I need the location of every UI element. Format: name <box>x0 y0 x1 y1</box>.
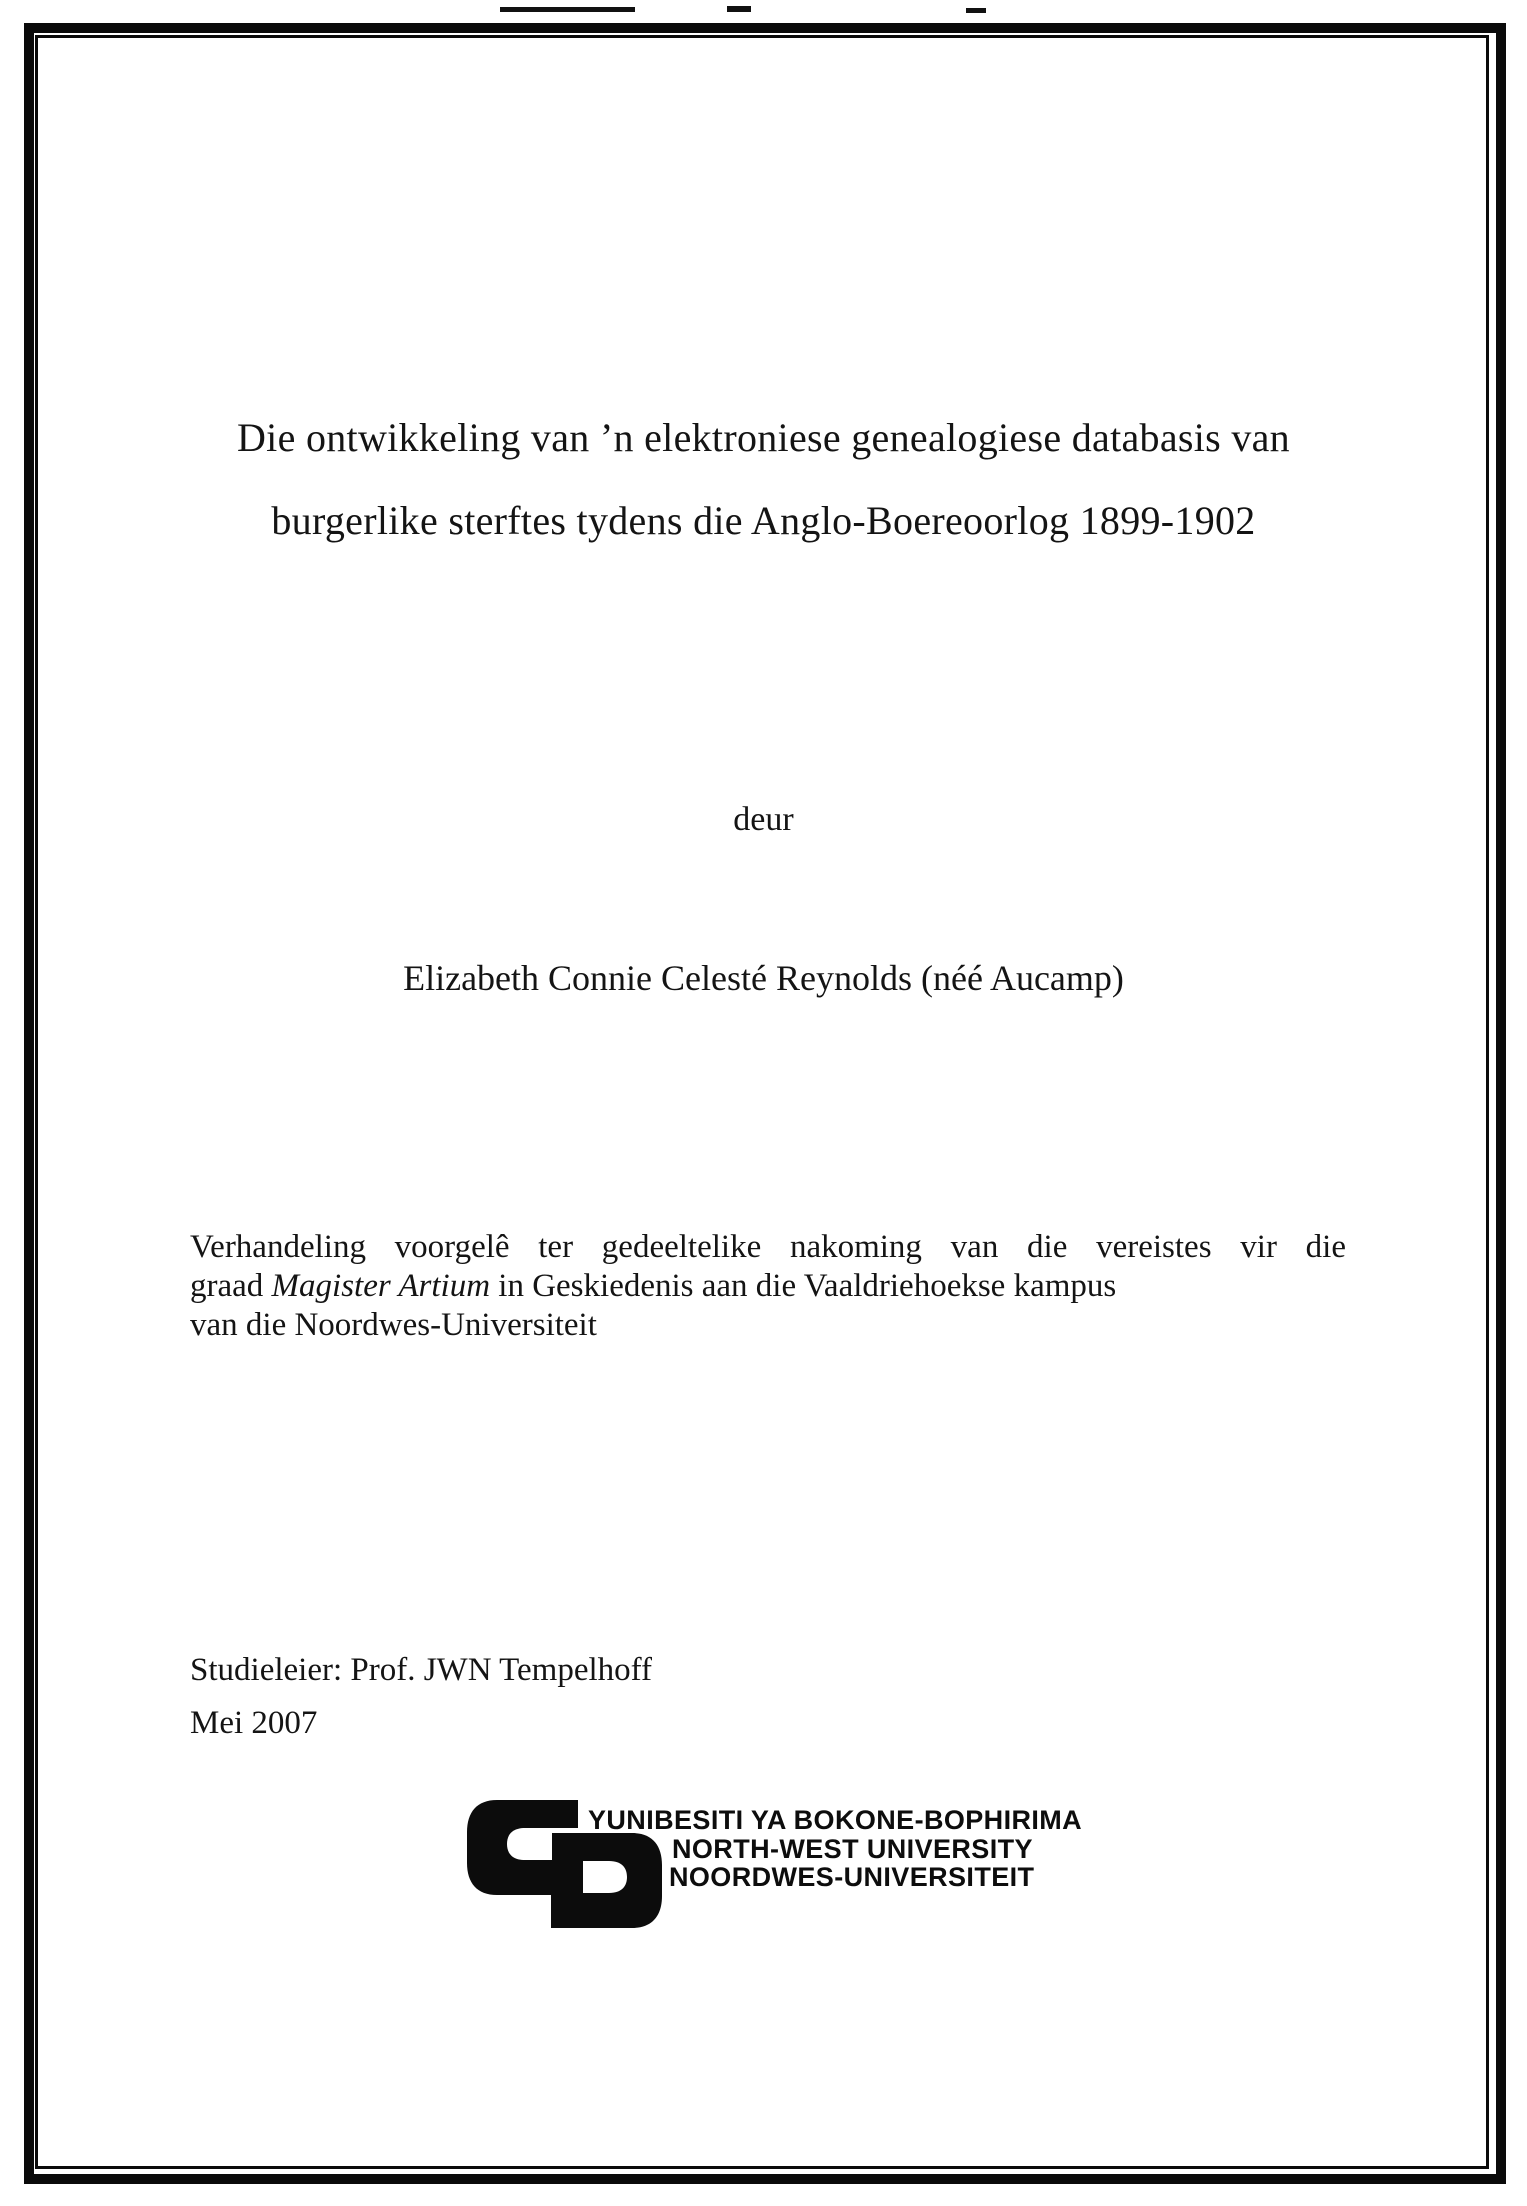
thesis-line-2-post: in Geskiedenis aan die Vaaldriehoekse kampus <box>490 1268 1117 1304</box>
thesis-statement <box>190 1228 1346 1345</box>
thesis-line-2-pre: graad <box>190 1268 272 1304</box>
page-title <box>0 396 1527 562</box>
thesis-degree-name: Magister Artium <box>271 1268 491 1304</box>
thesis-line-2 <box>190 1267 1346 1306</box>
logo-text-setswana: YUNIBESITI YA BOKONE-BOPHIRIMA <box>588 1805 1083 1835</box>
scan-artifact <box>966 8 986 13</box>
logo-text-afrikaans: NOORDWES-UNIVERSITEIT <box>669 1862 1035 1892</box>
logo-text-english: NORTH-WEST UNIVERSITY <box>672 1834 1033 1864</box>
byline-label: deur <box>733 801 794 838</box>
thesis-line-3: van die Noordwes-Universiteit <box>190 1307 597 1343</box>
title-line-2: burgerlike sterftes tydens die Anglo-Boereoorlog 1899-1902 <box>271 498 1256 543</box>
supervisor-line: Studieleier: Prof. JWN Tempelhoff <box>190 1652 653 1688</box>
scan-artifact <box>500 7 635 12</box>
scan-artifact <box>727 6 751 12</box>
supervisor-block <box>190 1644 652 1750</box>
date-line: Mei 2007 <box>190 1705 318 1741</box>
title-line-1: Die ontwikkeling van ’n elektroniese genealogiese databasis van <box>236 415 1290 460</box>
thesis-line-1: Verhandeling voorgelê ter gedeeltelike nakoming van die vereistes vir die <box>190 1229 1346 1265</box>
author-name: Elizabeth Connie Celesté Reynolds (néé Aucamp) <box>403 958 1124 998</box>
